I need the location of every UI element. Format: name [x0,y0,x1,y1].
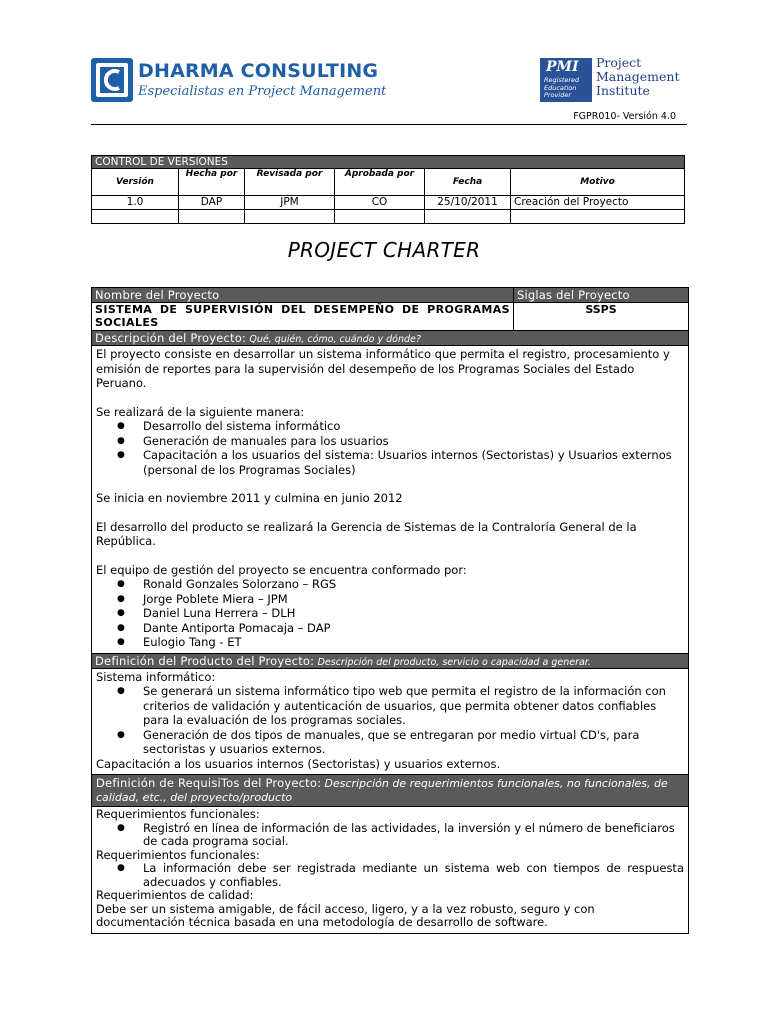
pmi-logo [540,56,680,108]
reviewed-by-cell: JPM [245,196,335,210]
team-member: ● Ronald Gonzales Solorzano – RGS [143,577,684,592]
description-header [92,331,689,346]
list-item: ● Registró en línea de información de las actividades, la inversión y el número de beneficiaros de cada programa social. [143,822,684,849]
description-hint: Qué, quién, cómo, cuándo y dónde? [249,334,421,345]
company-name: DHARMA CONSULTING [138,60,379,82]
version-row-empty [92,210,685,224]
document-title: PROJECT CHARTER [287,238,481,262]
document-reference: FGPR010- Versión 4.0 [573,111,676,122]
col-reason: Motivo [511,169,685,196]
pmi-wordmark [596,56,679,98]
version-cell [92,210,179,224]
description-body [92,346,689,654]
team-intro: El equipo de gestión del proyecto se encuentra conformado por: [96,562,467,577]
made-by-cell [179,210,245,224]
project-name-value: SISTEMA DE SUPERVISIÓN DEL DESEMPEÑO DE PROGRAMAS SOCIALES [92,303,514,331]
requirements-body [92,807,689,934]
list-item: ● Desarrollo del sistema informático [143,419,684,434]
date-cell: 25/10/2011 [425,196,511,210]
approved-by-cell [335,210,425,224]
list-item: ● La información debe ser registrada mediante un sistema web con tiempos de respuesta adecuados y confiables. [143,862,684,889]
header-divider [91,124,687,125]
reason-cell: Creación del Proyecto [511,196,685,210]
product-hint: Descripción del producto, servicio o capacidad a generar. [317,656,591,668]
description-development: El desarrollo del producto se realizará la Gerencia de Sistemas de la Contraloría General de la República. [96,519,637,548]
requirements-label: Definición de RequisiTos del Proyecto: [96,776,322,790]
product-system-label: Sistema informático: [96,669,216,684]
pmi-wordmark-line2: Management [596,69,680,84]
quality-text: Debe ser un sistema amigable, de fácil acceso, ligero, y a la vez robusto, seguro y con documentación técnica basada en una metodología de desarrollo de software. [96,901,595,929]
col-version: Versión [92,169,179,196]
description-manner: Se realizará de la siguiente manera: [96,404,305,419]
list-item: ● Capacitación a los usuarios del sistema: Usuarios internos (Sectoristas) y Usuarios externos (personal de los Programas Sociales) [143,448,684,477]
approved-by-cell: CO [335,196,425,210]
pmi-badge [540,58,592,102]
requirements-header [92,775,689,807]
functional-list [96,822,684,849]
description-label: Descripción del Proyecto: [95,331,247,345]
description-intro: El proyecto consiste en desarrollar un sistema informático que permita el registro, procesamiento y emisión de reportes para la supervisión del desempeño de los Programas Sociales del Estado Peruano. [96,347,670,390]
col-reviewed-by: Revisada por [245,169,335,196]
reason-cell [511,210,685,224]
list-item: ● Generación de dos tipos de manuales, que se entregaran por medio virtual CD's, para sectoristas y usuarios externos. [143,728,684,757]
pmi-badge-mark: PMI [546,59,579,75]
dharma-consulting-logo [91,58,391,108]
project-acronym-value: SSPS [514,303,689,331]
reviewed-by-cell [245,210,335,224]
company-tagline: Especialistas en Project Management [138,84,387,99]
product-training: Capacitación a los usuarios internos (Sectoristas) y usuarios externos. [96,756,501,771]
team-member: ● Daniel Luna Herrera – DLH [143,606,684,621]
product-list [96,684,684,757]
description-dates: Se inicia en noviembre 2011 y culmina en junio 2012 [96,491,403,505]
project-charter-table [91,287,689,934]
team-member: ● Dante Antiporta Pomacaja – DAP [143,621,684,636]
team-list [96,577,684,650]
team-member: ● Jorge Poblete Miera – JPM [143,592,684,607]
product-body [92,668,689,775]
dc-logo-icon [91,58,133,102]
functional-list [96,862,684,889]
product-header [92,653,689,668]
functional-label: Requerimientos funcionales: [96,847,260,862]
pmi-badge-line-registered: Registered [544,76,580,84]
col-approved-by: Aprobada por [335,169,425,196]
made-by-cell: DAP [179,196,245,210]
list-item: ● Generación de manuales para los usuarios [143,434,684,449]
team-member: ● Eulogio Tang - ET [143,635,684,650]
version-control-title: CONTROL DE VERSIONES [92,156,685,169]
pmi-badge-line-provider: Provider [544,91,572,99]
col-date: Fecha [425,169,511,196]
date-cell [425,210,511,224]
pmi-wordmark-line3: Institute [596,83,650,98]
list-item: ● Se generará un sistema informático tipo web que permita el registro de la información con criterios de validación y autenticación de usuarios, que permita obtener datos confiables para la evaluación de los programas sociales. [143,684,684,728]
requirements-hint: Descripción de requerimientos funcionales, no funcionales, de calidad, etc., del proyecto/producto [96,777,668,804]
col-made-by: Hecha por [179,169,245,196]
functional-label: Requerimientos funcionales: [96,807,260,821]
manner-list [96,419,684,477]
version-control-table [91,155,685,224]
quality-label: Requerimientos de calidad: [96,888,254,902]
version-row [92,196,685,210]
project-acronym-label: Siglas del Proyecto [514,288,689,303]
pmi-badge-line-education: Education [544,83,577,92]
version-cell: 1.0 [92,196,179,210]
project-name-label: Nombre del Proyecto [92,288,514,303]
product-label: Definición del Producto del Proyecto: [95,653,315,668]
pmi-wordmark-line1: Project [596,55,642,70]
